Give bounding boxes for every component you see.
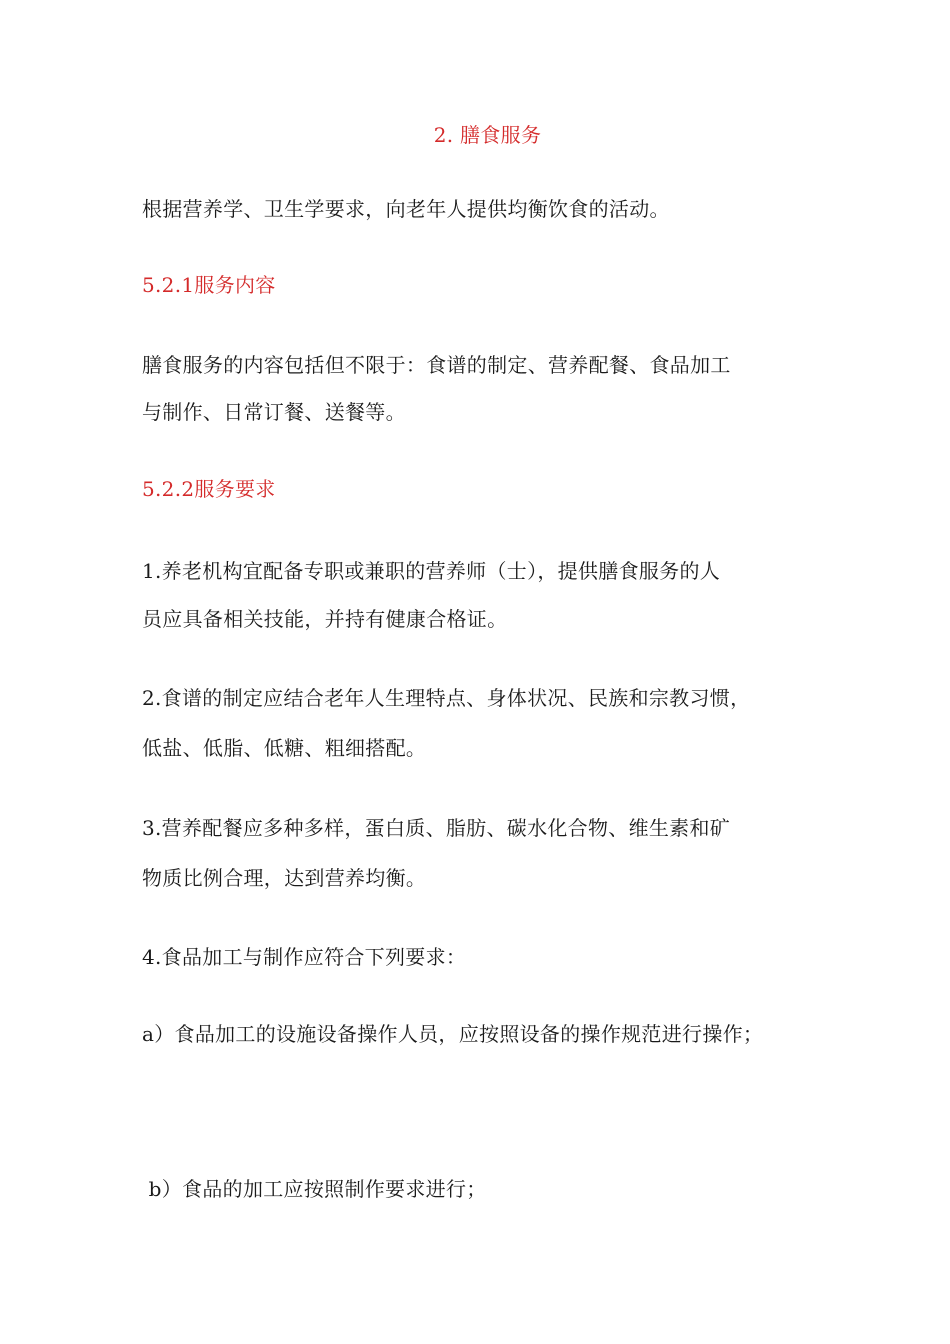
subsection-heading-content: 5.2.1服务内容: [142, 273, 276, 297]
requirement-3-line-1: 3.营养配餐应多种多样，蛋白质、脂肪、碳水化合物、维生素和矿: [142, 816, 731, 840]
requirement-4-subitem-b: b）食品的加工应按照制作要求进行；: [142, 1177, 487, 1201]
intro-paragraph: 根据营养学、卫生学要求，向老年人提供均衡饮食的活动。: [142, 197, 670, 221]
content-paragraph-line-1: 膳食服务的内容包括但不限于：食谱的制定、营养配餐、食品加工: [142, 353, 731, 377]
requirement-2-line-2: 低盐、低脂、低糖、粗细搭配。: [142, 736, 427, 760]
requirement-1-line-1: 1.养老机构宜配备专职或兼职的营养师（士），提供膳食服务的人: [142, 559, 721, 583]
section-title: 2. 膳食服务: [433, 123, 542, 147]
requirement-2-line-1: 2.食谱的制定应结合老年人生理特点、身体状况、民族和宗教习惯，: [142, 686, 751, 710]
content-paragraph-line-2: 与制作、日常订餐、送餐等。: [142, 400, 406, 424]
requirement-1-line-2: 员应具备相关技能，并持有健康合格证。: [142, 607, 508, 631]
requirement-4: 4.食品加工与制作应符合下列要求：: [142, 945, 467, 969]
requirement-4-subitem-a: a）食品加工的设施设备操作人员，应按照设备的操作规范进行操作；: [142, 1022, 764, 1046]
requirement-3-line-2: 物质比例合理，达到营养均衡。: [142, 866, 427, 890]
subsection-heading-requirements: 5.2.2服务要求: [142, 477, 276, 501]
